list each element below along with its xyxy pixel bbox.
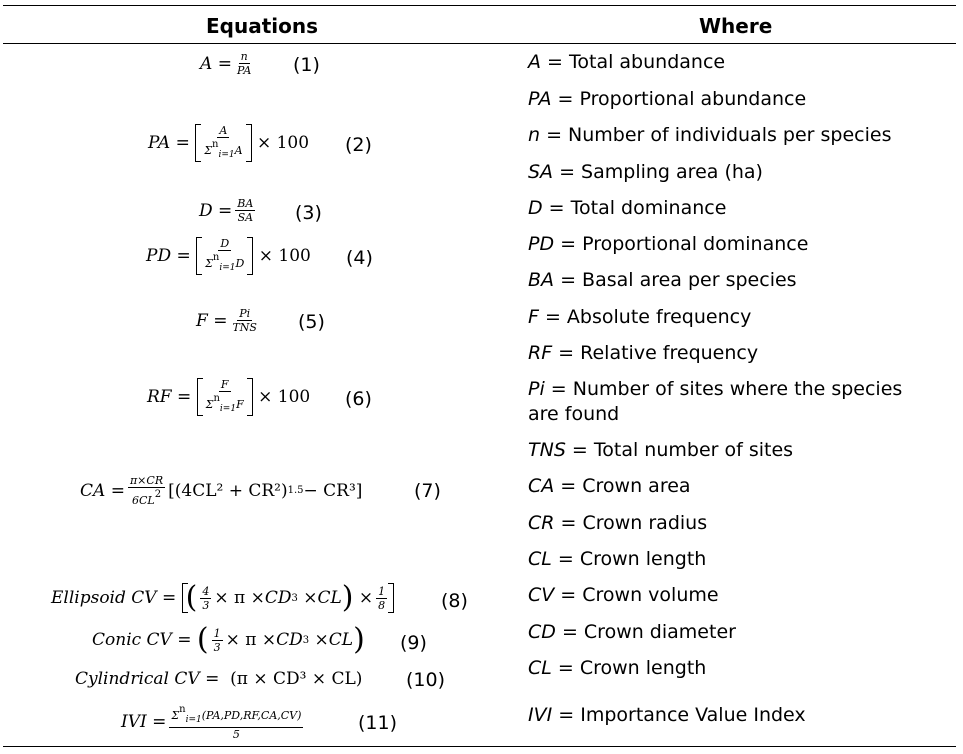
table-bottom-rule <box>3 746 956 747</box>
equation-number-4: (4) <box>346 247 373 269</box>
definition-row: A = Total abundance <box>528 51 726 73</box>
definition-row: n = Number of individuals per species <box>528 124 892 146</box>
definition-row: IVI = Importance Value Index <box>528 704 806 726</box>
definition-row: RF = Relative frequency <box>528 342 759 364</box>
definition-row: CD = Crown diameter <box>528 621 736 643</box>
table-top-rule <box>3 5 956 6</box>
equation-11: IVI = $\frac{\Sigma^n_{i=1}(PA,PD,RF,CA,CV)}{5}$ <box>121 704 302 742</box>
header-rule <box>3 43 956 44</box>
definition-row: CR = Crown radius <box>528 512 708 534</box>
equation-number-2: (2) <box>345 134 372 156</box>
equation-number-9: (9) <box>400 632 427 654</box>
equation-1: A = $\frac{n}{PA}$ <box>200 50 252 77</box>
equation-number-11: (11) <box>358 712 398 734</box>
where-header: Where <box>699 14 773 38</box>
equation-10: Cylindrical CV = (π × CD³ × CL) <box>75 669 363 689</box>
equation-number-1: (1) <box>293 54 320 76</box>
equation-number-3: (3) <box>295 202 322 224</box>
definition-row: CA = Crown area <box>528 475 691 497</box>
equation-5: F = $\frac{Pi}{\text{TNS}}$ <box>196 307 257 334</box>
equation-3: D = $\frac{BA}{SA}$ <box>199 197 254 224</box>
definition-row: CL = Crown length <box>528 548 707 570</box>
definition-row: CL = Crown length <box>528 657 707 679</box>
definition-row: SA = Sampling area (ha) <box>528 161 763 183</box>
equation-number-5: (5) <box>298 311 325 333</box>
definition-row: F = Absolute frequency <box>528 306 752 328</box>
equation-4: PD = $\frac{D}{\Sigma^n_{i=1}D}$ × 100 <box>146 237 311 274</box>
equation-8: Ellipsoid CV = ( $\frac{4}{3}$ × π × CD 3 × CL ) × $\frac{1}{8}$ <box>51 583 394 613</box>
equation-number-10: (10) <box>406 669 446 691</box>
equations-header: Equations <box>206 14 319 38</box>
equation-9: Conic CV = ( $\frac{1}{3}$ × π × CD 3 × CL ) <box>92 622 365 657</box>
definition-row: Pi = Number of sites where the species <box>528 378 903 400</box>
equation-number-7: (7) <box>414 480 441 502</box>
definition-row: D = Total dominance <box>528 197 727 219</box>
equation-7: CA = $\frac{\pi\times CR}{6CL^2}$ [(4CL² + CR²) 1.5 − CR³] <box>80 474 363 507</box>
definition-row: PD = Proportional dominance <box>528 233 809 255</box>
equation-number-8: (8) <box>441 590 468 612</box>
equation-number-6: (6) <box>345 388 372 410</box>
definition-row-continuation: are found <box>528 403 620 425</box>
definition-row: TNS = Total number of sites <box>528 439 794 461</box>
equation-6: RF = $\frac{F}{\Sigma^n_{i=1}F}$ × 100 <box>147 378 311 415</box>
definition-row: CV = Crown volume <box>528 584 719 606</box>
definition-row: PA = Proportional abundance <box>528 88 807 110</box>
equation-2: PA = $\frac{A}{\Sigma^n_{i=1}A}$ × 100 <box>148 124 310 161</box>
definition-row: BA = Basal area per species <box>528 269 797 291</box>
